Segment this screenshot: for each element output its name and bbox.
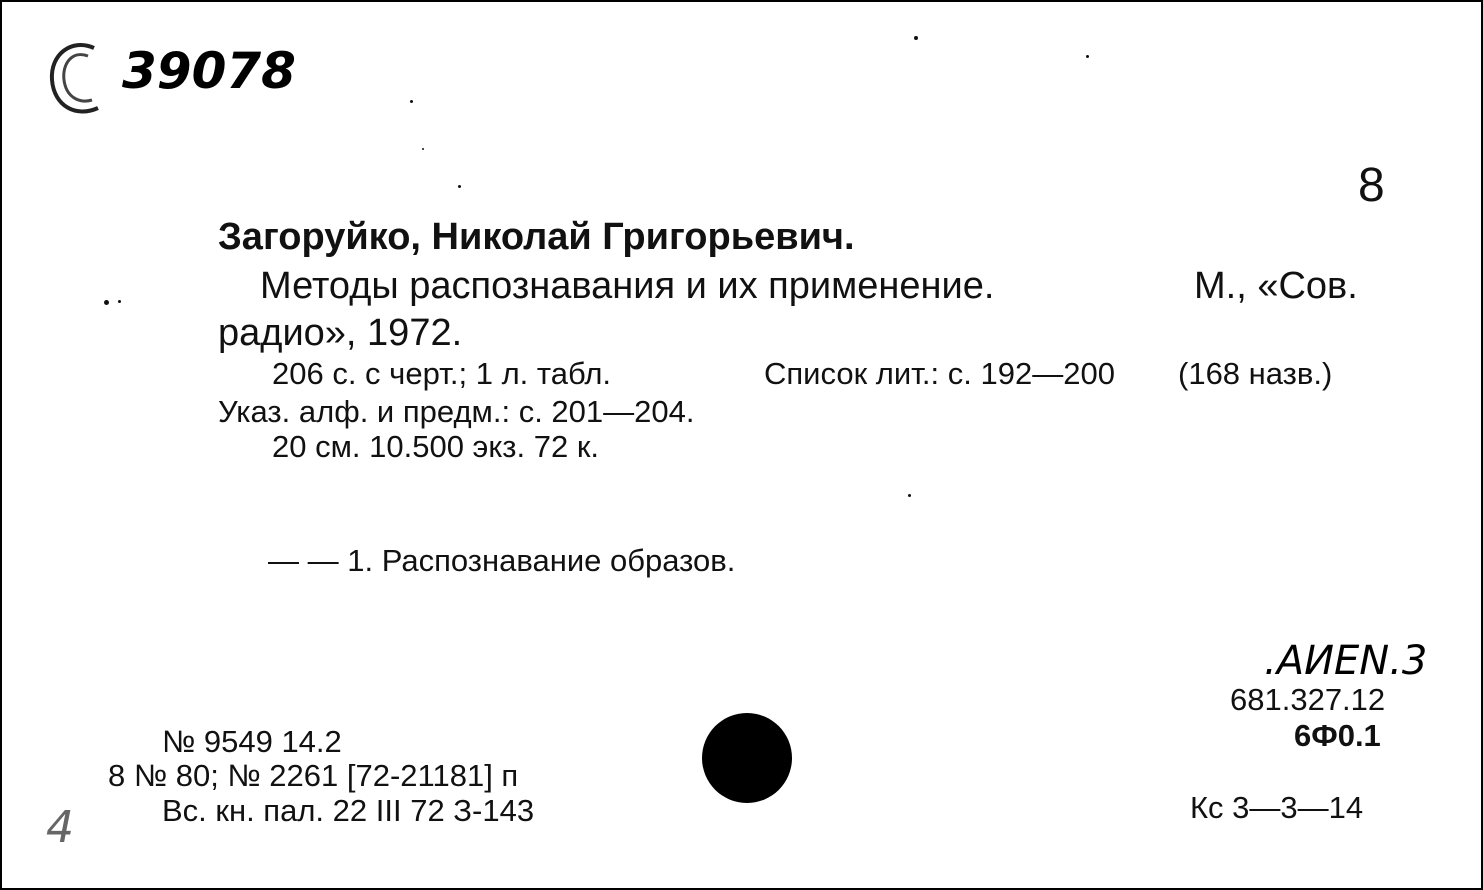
footer-line-3: Вс. кн. пал. 22 III 72 З-143 [162, 793, 535, 828]
handwritten-label: .АИЕN.3 [1264, 638, 1428, 684]
publisher-line-1: М., «Сов. [1194, 265, 1358, 307]
title-line-2: радио», 1972. [218, 312, 463, 354]
control-number: 39078 [122, 42, 296, 100]
speck [914, 36, 918, 40]
speck [104, 300, 109, 305]
speck [908, 494, 911, 497]
author-heading: Загоруйко, Николай Григорьевич. [218, 216, 855, 258]
speck [458, 185, 461, 188]
speck [118, 300, 121, 303]
title-line-1: Методы распознавания и их применение. [260, 265, 995, 307]
footer-line-2: 8 № 80; № 2261 [72-21181] п [108, 758, 519, 793]
description-index: Указ. алф. и предм.: с. 201—204. [218, 394, 695, 429]
shelf-mark: 8 [1358, 159, 1385, 212]
description-size: 20 см. 10.500 экз. 72 к. [272, 429, 599, 464]
speck [410, 100, 413, 103]
pencil-mark: 4 [46, 802, 74, 853]
description-bibliography: Список лит.: с. 192—200 [764, 356, 1115, 391]
description-pages: 206 с. с черт.; 1 л. табл. [272, 356, 612, 391]
speck [1086, 55, 1089, 58]
subject-heading: — — 1. Распознавание образов. [268, 543, 736, 578]
udc-code: 681.327.12 [1230, 682, 1386, 717]
footer-line-1: № 9549 14.2 [162, 724, 342, 759]
description-count: (168 назв.) [1178, 356, 1333, 391]
ks-code: Кс 3—3—14 [1190, 790, 1364, 825]
bbk-code: 6Ф0.1 [1294, 718, 1381, 753]
speck [422, 148, 424, 150]
copyright-c-mark [42, 36, 112, 121]
card-punch-hole [702, 713, 792, 803]
